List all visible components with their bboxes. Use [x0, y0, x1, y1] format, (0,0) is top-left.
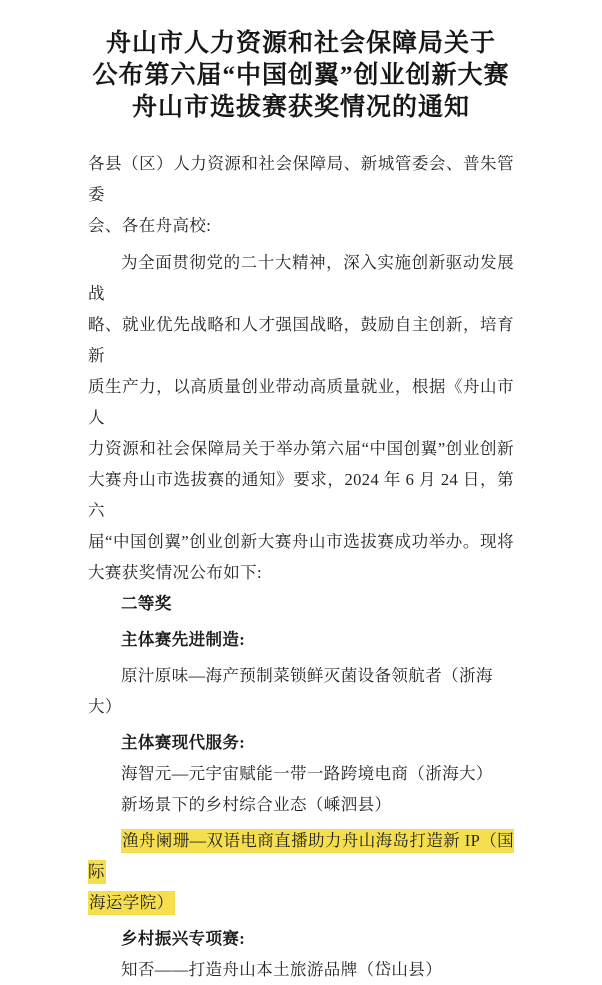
award-item: 知否——打造舟山本土旅游品牌（岱山县）: [121, 960, 443, 979]
intro-line: 质生产力，以高质量创业带动高质量就业，根据《舟山市人: [88, 377, 514, 427]
highlight-mark: 海运学院）: [88, 891, 175, 915]
award-section-heading-manufacturing: 主体赛先进制造:: [121, 630, 246, 649]
title-line-2: 公布第六届“中国创翼”创业创新大赛: [92, 62, 510, 89]
award-section-heading-rural: 乡村振兴专项赛:: [121, 929, 246, 948]
title-line-1: 舟山市人力资源和社会保障局关于: [105, 30, 496, 57]
document-title: [88, 28, 514, 124]
intro-paragraph: [88, 247, 514, 588]
document-body: [88, 148, 514, 985]
intro-line: 大赛舟山市选拔赛的通知》要求，2024 年 6 月 24 日，第六: [88, 470, 514, 520]
award-section-heading-services: 主体赛现代服务:: [121, 733, 246, 752]
title-line-3: 舟山市选拔赛获奖情况的通知: [131, 94, 470, 121]
intro-line: 为全面贯彻党的二十大精神，深入实施创新驱动发展战: [88, 253, 514, 303]
salutation-paragraph: [88, 148, 514, 241]
award-item-highlighted-line-2: [88, 887, 514, 918]
award-item: 海智元—元宇宙赋能一带一路跨境电商（浙海大）: [121, 764, 493, 783]
award-grade-heading: 二等奖: [121, 594, 172, 613]
award-item-highlighted-line-1: [88, 825, 514, 887]
award-item: 原汁原味—海产预制菜锁鲜灭菌设备领航者（浙海大）: [88, 666, 493, 716]
award-item: 新场景下的乡村综合业态（嵊泗县）: [121, 795, 392, 814]
intro-line: 力资源和社会保障局关于举办第六届“中国创翼”创业创新: [88, 439, 514, 458]
highlight-mark: 渔舟阑珊—双语电商直播助力舟山海岛打造新 IP（国际: [88, 829, 514, 884]
salutation-line: 会、各在舟高校:: [88, 216, 212, 235]
intro-line: 届“中国创翼”创业创新大赛舟山市选拔赛成功举办。现将: [88, 532, 514, 551]
intro-line: 略、就业优先战略和人才强国战略，鼓励自主创新，培育新: [88, 315, 514, 365]
intro-line: 大赛获奖情况公布如下:: [88, 563, 262, 582]
salutation-line: 各县（区）人力资源和社会保障局、新城管委会、普朱管委: [88, 154, 514, 204]
awards-list: [88, 588, 514, 985]
